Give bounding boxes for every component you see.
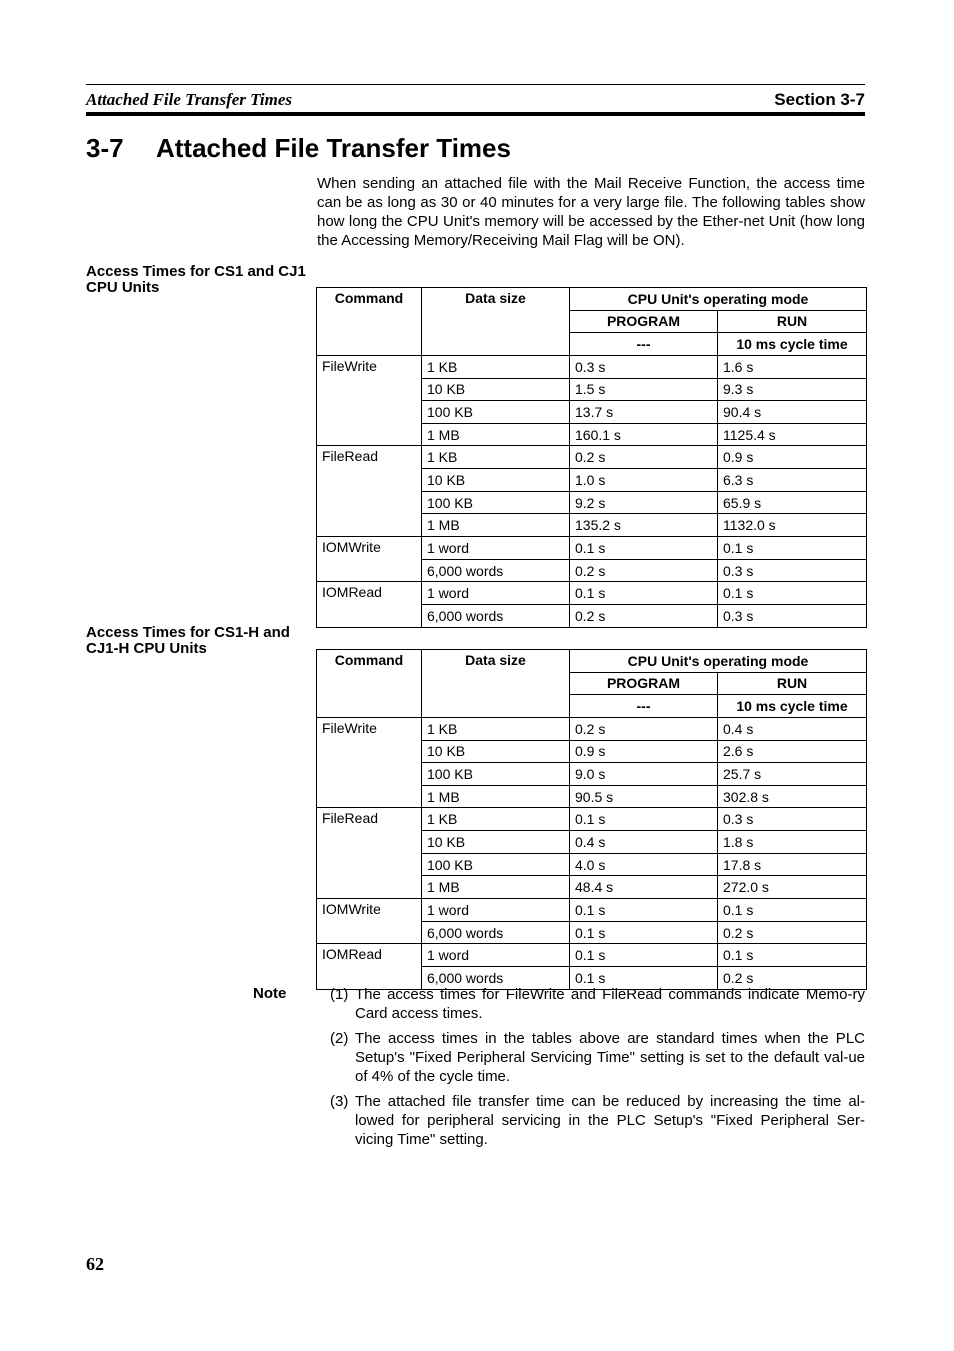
program-time-cell: 13.7 s — [570, 401, 718, 424]
note-text: The access times for FileWrite and FileRead commands indicate Memo-ry Card access times. — [355, 986, 865, 1022]
col-subheader-run: 10 ms cycle time — [718, 333, 867, 356]
run-time-cell: 1125.4 s — [718, 423, 867, 446]
program-time-cell: 0.3 s — [570, 355, 718, 378]
command-cell: IOMWrite — [317, 899, 422, 944]
run-time-cell: 0.1 s — [718, 537, 867, 560]
run-time-cell: 2.6 s — [718, 740, 867, 763]
note-label: Note — [253, 985, 287, 1002]
data-size-cell: 100 KB — [422, 853, 570, 876]
command-cell: FileRead — [317, 446, 422, 537]
command-cell: IOMRead — [317, 582, 422, 627]
program-time-cell: 4.0 s — [570, 853, 718, 876]
run-time-cell: 0.3 s — [718, 808, 867, 831]
table-row — [317, 808, 867, 831]
command-cell: FileWrite — [317, 717, 422, 808]
data-size-cell: 1 MB — [422, 423, 570, 446]
section-title-text: Attached File Transfer Times — [156, 133, 511, 163]
data-size-cell: 10 KB — [422, 831, 570, 854]
run-time-cell: 302.8 s — [718, 785, 867, 808]
program-time-cell: 9.2 s — [570, 491, 718, 514]
col-header-data-size: Data size — [422, 650, 570, 718]
data-size-cell: 6,000 words — [422, 921, 570, 944]
run-time-cell: 0.1 s — [718, 582, 867, 605]
table2-heading: Access Times for CS1-H and CJ1-H CPU Units — [86, 624, 290, 657]
command-cell: IOMWrite — [317, 537, 422, 582]
table-row — [317, 355, 867, 378]
run-time-cell: 1.6 s — [718, 355, 867, 378]
program-time-cell: 0.1 s — [570, 808, 718, 831]
program-time-cell: 0.1 s — [570, 944, 718, 967]
program-time-cell: 48.4 s — [570, 876, 718, 899]
table-row — [317, 582, 867, 605]
data-size-cell: 1 word — [422, 582, 570, 605]
data-size-cell: 100 KB — [422, 491, 570, 514]
data-size-cell: 1 MB — [422, 785, 570, 808]
running-header-title: Attached File Transfer Times — [86, 90, 293, 109]
col-header-operating-mode: CPU Unit's operating mode — [570, 650, 867, 673]
program-time-cell: 90.5 s — [570, 785, 718, 808]
col-header-command: Command — [317, 288, 422, 356]
note-item — [330, 985, 865, 1023]
program-time-cell: 0.1 s — [570, 966, 718, 989]
col-header-run: RUN — [718, 310, 867, 333]
col-subheader-program: --- — [570, 333, 718, 356]
run-time-cell: 0.1 s — [718, 899, 867, 922]
program-time-cell: 0.9 s — [570, 740, 718, 763]
data-size-cell: 6,000 words — [422, 604, 570, 627]
table-row — [317, 717, 867, 740]
data-size-cell: 1 KB — [422, 717, 570, 740]
program-time-cell: 0.2 s — [570, 559, 718, 582]
note-text: The access times in the tables above are standard times when the PLC Setup's "Fixed Peripheral Servicing Time" setting is set to the default val-ue of 4% of the cycle time. — [355, 1030, 865, 1085]
program-time-cell: 0.1 s — [570, 899, 718, 922]
program-time-cell: 0.2 s — [570, 446, 718, 469]
program-time-cell: 135.2 s — [570, 514, 718, 537]
col-header-program: PROGRAM — [570, 672, 718, 695]
program-time-cell: 0.1 s — [570, 921, 718, 944]
data-size-cell: 10 KB — [422, 469, 570, 492]
table1-heading: Access Times for CS1 and CJ1 CPU Units — [86, 263, 306, 296]
run-time-cell: 1.8 s — [718, 831, 867, 854]
program-time-cell: 0.2 s — [570, 717, 718, 740]
section-number: 3-7 — [86, 133, 124, 163]
program-time-cell: 0.2 s — [570, 604, 718, 627]
run-time-cell: 0.2 s — [718, 921, 867, 944]
data-size-cell: 6,000 words — [422, 966, 570, 989]
data-size-cell: 1 KB — [422, 808, 570, 831]
run-time-cell: 65.9 s — [718, 491, 867, 514]
data-size-cell: 1 word — [422, 944, 570, 967]
table-row — [317, 899, 867, 922]
command-cell: FileRead — [317, 808, 422, 899]
table-row — [317, 944, 867, 967]
data-size-cell: 1 MB — [422, 876, 570, 899]
data-size-cell: 1 KB — [422, 446, 570, 469]
run-time-cell: 9.3 s — [718, 378, 867, 401]
run-time-cell: 272.0 s — [718, 876, 867, 899]
access-times-table-cs1 — [316, 287, 867, 628]
header-rule-top — [86, 84, 865, 85]
note-number: (2) — [330, 1030, 349, 1047]
run-time-cell: 6.3 s — [718, 469, 867, 492]
col-header-operating-mode: CPU Unit's operating mode — [570, 288, 867, 311]
table-row — [317, 446, 867, 469]
col-header-run: RUN — [718, 672, 867, 695]
run-time-cell: 17.8 s — [718, 853, 867, 876]
running-header-section: Section 3-7 — [774, 90, 865, 109]
section-title — [86, 133, 511, 164]
col-header-command: Command — [317, 650, 422, 718]
intro-paragraph: When sending an attached file with the Mail Receive Function, the access time can be as long as 30 or 40 minutes for a very large file. The following tables show how long the CPU Unit's memory will be accessed by the Ether-net Unit (how long the Accessing Memory/Receiving Mail Flag will be ON). — [317, 175, 865, 249]
header-rule-bottom — [86, 112, 865, 116]
data-size-cell: 1 word — [422, 537, 570, 560]
program-time-cell: 1.0 s — [570, 469, 718, 492]
run-time-cell: 0.1 s — [718, 944, 867, 967]
data-size-cell: 100 KB — [422, 763, 570, 786]
data-size-cell: 10 KB — [422, 378, 570, 401]
note-item — [330, 1029, 865, 1086]
notes-list — [330, 985, 865, 1155]
program-time-cell: 0.1 s — [570, 582, 718, 605]
data-size-cell: 1 MB — [422, 514, 570, 537]
note-text: The attached file transfer time can be reduced by increasing the time al-lowed for peripheral servicing in the PLC Setup's "Fixed Peripheral Ser-vicing Time" setting. — [355, 1093, 865, 1148]
note-item — [330, 1092, 865, 1149]
col-subheader-run: 10 ms cycle time — [718, 695, 867, 718]
command-cell: IOMRead — [317, 944, 422, 989]
note-number: (3) — [330, 1093, 349, 1110]
data-size-cell: 10 KB — [422, 740, 570, 763]
col-header-data-size: Data size — [422, 288, 570, 356]
col-subheader-program: --- — [570, 695, 718, 718]
data-size-cell: 6,000 words — [422, 559, 570, 582]
col-header-program: PROGRAM — [570, 310, 718, 333]
run-time-cell: 0.3 s — [718, 559, 867, 582]
program-time-cell: 0.1 s — [570, 537, 718, 560]
page-number: 62 — [86, 1254, 104, 1274]
program-time-cell: 9.0 s — [570, 763, 718, 786]
run-time-cell: 0.4 s — [718, 717, 867, 740]
run-time-cell: 0.9 s — [718, 446, 867, 469]
run-time-cell: 0.3 s — [718, 604, 867, 627]
run-time-cell: 0.2 s — [718, 966, 867, 989]
run-time-cell: 90.4 s — [718, 401, 867, 424]
run-time-cell: 25.7 s — [718, 763, 867, 786]
access-times-table-cs1h — [316, 649, 867, 990]
program-time-cell: 0.4 s — [570, 831, 718, 854]
table-row — [317, 537, 867, 560]
data-size-cell: 100 KB — [422, 401, 570, 424]
run-time-cell: 1132.0 s — [718, 514, 867, 537]
command-cell: FileWrite — [317, 355, 422, 446]
program-time-cell: 1.5 s — [570, 378, 718, 401]
data-size-cell: 1 KB — [422, 355, 570, 378]
note-number: (1) — [330, 986, 349, 1003]
program-time-cell: 160.1 s — [570, 423, 718, 446]
data-size-cell: 1 word — [422, 899, 570, 922]
